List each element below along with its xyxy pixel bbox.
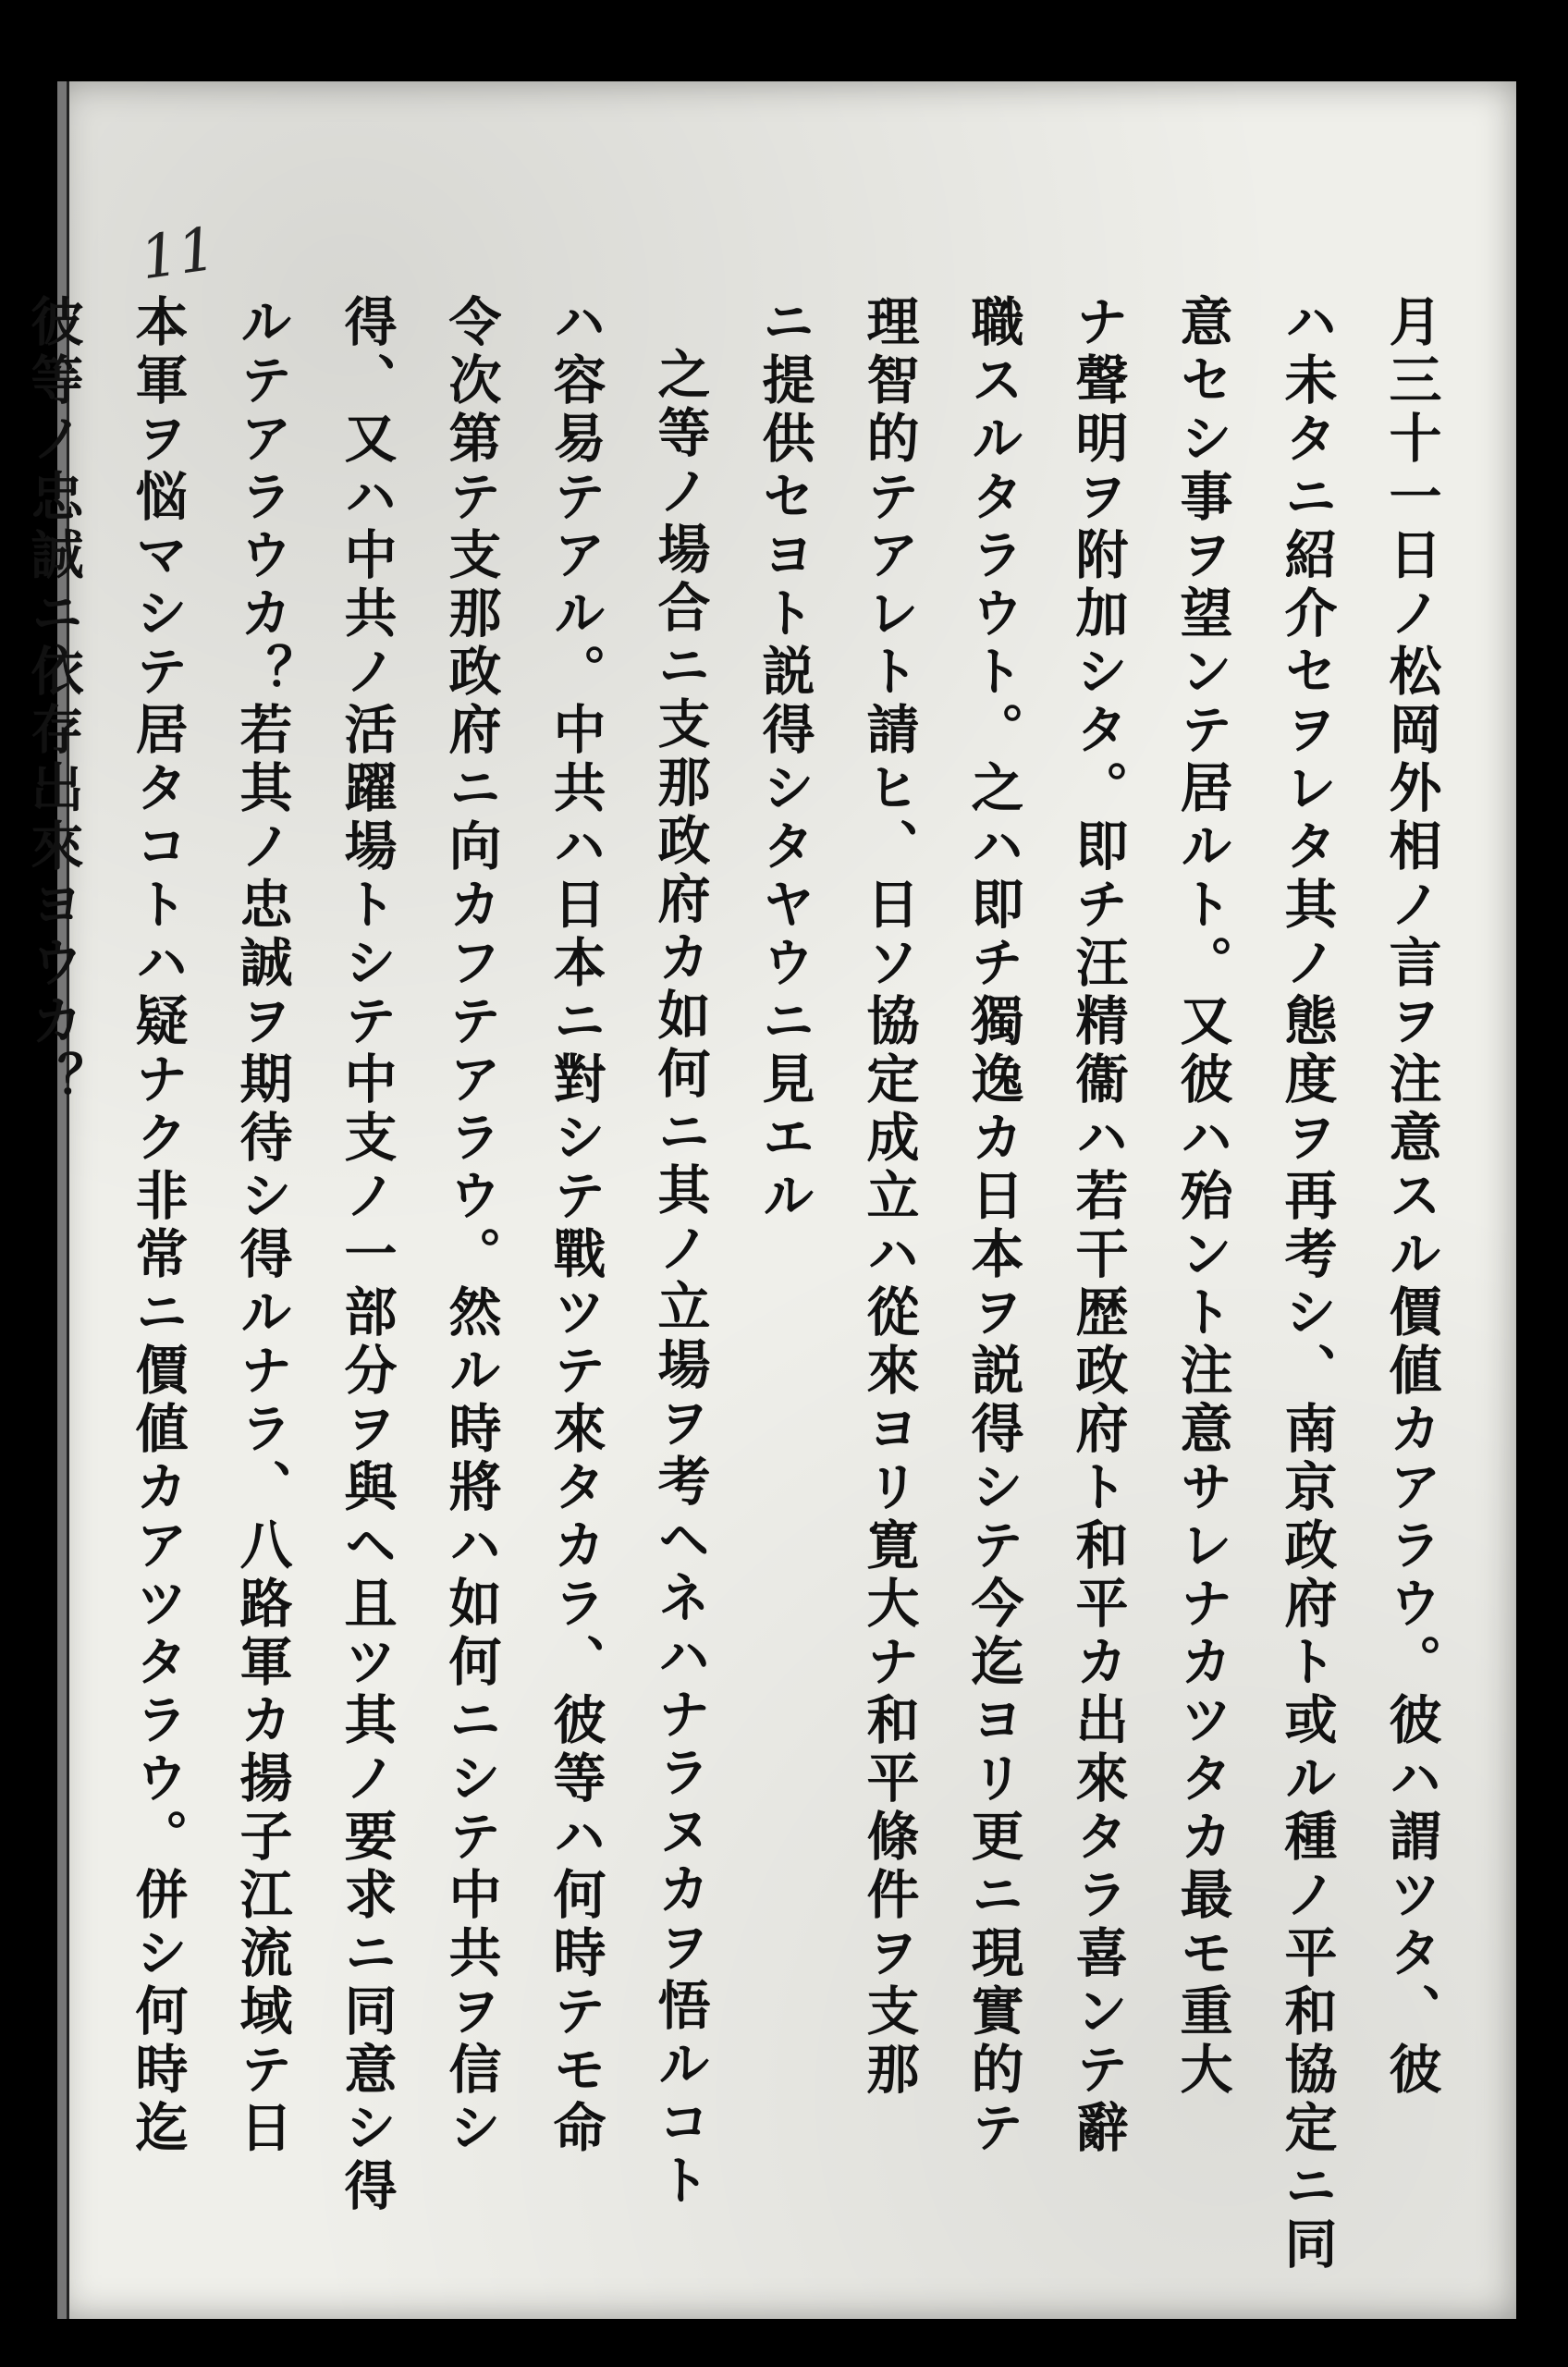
text-column: ニ提供セヨト説得シタヤウニ見エル — [753, 294, 815, 1226]
vertical-text-block — [22, 294, 1463, 2275]
page-number: 11 — [136, 215, 221, 294]
text-column: 理智的テアレト請ヒ、日ソ協定成立ハ從來ヨリ寛大ナ和平條件ヲ支那 — [858, 294, 919, 2100]
text-column: 得、又ハ中共ノ活躍場トシテ中支ノ一部分ヲ與ヘ且ツ其ノ要求ニ同意シ得 — [336, 294, 397, 2216]
document-page — [22, 81, 1516, 2319]
text-column: ハ容易テアル。中共ハ日本ニ對シテ戰ツテ來タカラ、彼等ハ何時テモ命 — [545, 294, 606, 2158]
text-column: 令次第テ支那政府ニ向カフテアラウ。然ル時將ハ如何ニシテ中共ヲ信シ — [440, 294, 501, 2158]
text-column: ナ聲明ヲ附加シタ。即チ汪精衞ハ若干歴政府ト和平カ出來タラ喜ンテ辭 — [1067, 294, 1128, 2158]
text-column: ハ未タニ紹介セヲレタ其ノ態度ヲ再考シ、南京政府ト或ル種ノ平和協定ニ同 — [1276, 294, 1337, 2275]
text-column: 本軍ヲ悩マシテ居タコトハ疑ナク非常ニ價値カアツタラウ。併シ何時迄 — [127, 294, 188, 2158]
text-column: ルテアラウカ？若其ノ忠誠ヲ期待シ得ルナラ、八路軍カ揚子江流域テ日 — [231, 294, 292, 2158]
text-column: 月三十一日ノ松岡外相ノ言ヲ注意スル價値カアラウ。彼ハ謂ツタ、彼 — [1380, 294, 1441, 2100]
text-column: 職スルタラウト。之ハ即チ獨逸カ日本ヲ説得シテ今迄ヨリ更ニ現實的テ — [962, 294, 1023, 2158]
text-column: 之等ノ場合ニ支那政府カ如何ニ其ノ立場ヲ考ヘネハナラヌカヲ悟ルコト — [649, 347, 710, 2211]
text-column: 意セシ事ヲ望ンテ居ルト。又彼ハ殆ント注意サレナカツタカ最モ重大 — [1171, 294, 1232, 2100]
text-column: 彼等ノ忠誠ニ依存出來ヨウカ？ — [22, 294, 83, 1110]
